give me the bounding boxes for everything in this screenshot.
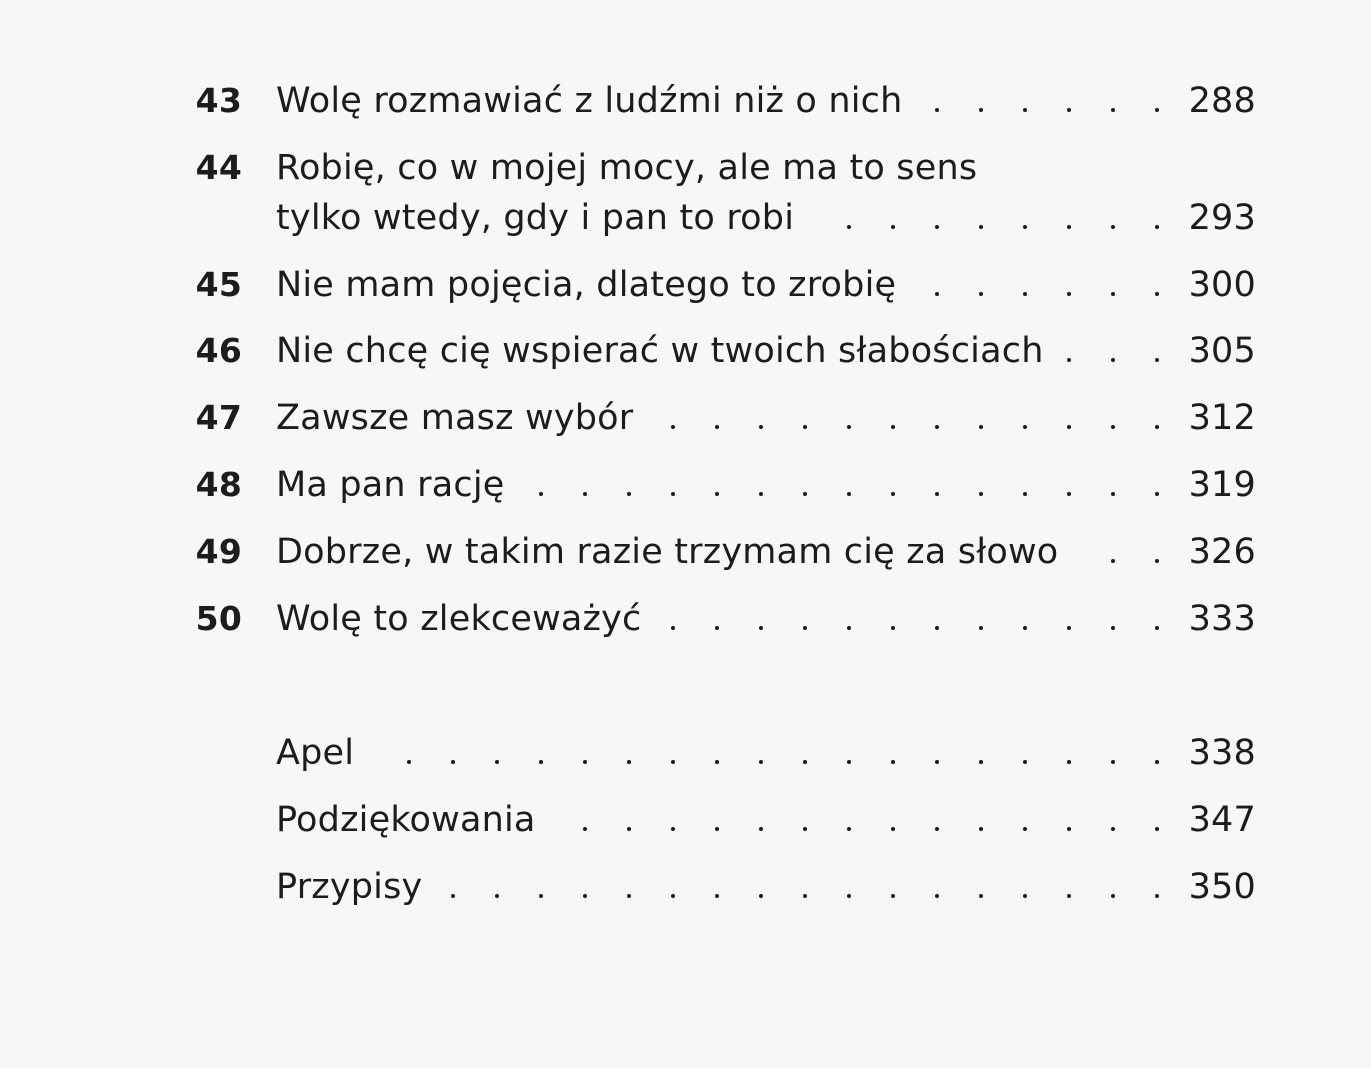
chapter-number: 44 bbox=[195, 148, 242, 187]
page-number: 288 bbox=[1188, 81, 1256, 121]
chapter-title-line-1: Robię, co w mojej mocy, ale ma to sens bbox=[276, 148, 978, 188]
toc-entry-43[interactable] bbox=[190, 76, 1260, 126]
dot-leader bbox=[276, 728, 1165, 778]
page-number: 319 bbox=[1188, 465, 1256, 505]
chapter-title: Zawsze masz wybór bbox=[276, 393, 653, 443]
chapter-title: Dobrze, w takim razie trzymam cię za słowo bbox=[276, 527, 1078, 577]
toc-entry-przypisy[interactable] bbox=[190, 862, 1260, 912]
chapter-title: Nie mam pojęcia, dlatego to zrobię bbox=[276, 260, 916, 310]
toc-entry-45[interactable] bbox=[190, 260, 1260, 310]
section-title: Apel bbox=[276, 728, 374, 778]
page-number: 305 bbox=[1188, 331, 1256, 371]
chapter-title: Wolę to zlekceważyć bbox=[276, 594, 662, 644]
section-title: Podziękowania bbox=[276, 795, 556, 845]
chapter-number: 49 bbox=[195, 532, 242, 571]
page-number: 300 bbox=[1188, 265, 1256, 305]
toc-entry-48[interactable] bbox=[190, 460, 1260, 510]
chapter-number: 46 bbox=[195, 331, 242, 370]
page-number: 350 bbox=[1188, 867, 1256, 907]
page-number: 312 bbox=[1188, 398, 1256, 438]
chapter-title: Nie chcę cię wspierać w twoich słabościach bbox=[276, 326, 1064, 376]
chapter-title-line-2: tylko wtedy, gdy i pan to robi bbox=[276, 193, 814, 243]
chapter-number: 45 bbox=[195, 265, 242, 304]
page-number: 333 bbox=[1188, 599, 1256, 639]
page-number: 347 bbox=[1188, 800, 1256, 840]
toc-entry-46[interactable] bbox=[190, 326, 1260, 376]
page-number: 326 bbox=[1188, 532, 1256, 572]
toc-entry-50[interactable] bbox=[190, 594, 1260, 644]
chapter-number: 48 bbox=[195, 465, 242, 504]
chapter-number: 50 bbox=[195, 599, 242, 638]
page-number: 293 bbox=[1188, 198, 1256, 238]
section-title: Przypisy bbox=[276, 862, 442, 912]
chapter-number: 43 bbox=[195, 81, 242, 120]
toc-entry-44[interactable] bbox=[190, 143, 1260, 243]
page-number: 338 bbox=[1188, 733, 1256, 773]
chapter-title: Wolę rozmawiać z ludźmi niż o nich bbox=[276, 76, 922, 126]
toc-entry-47[interactable] bbox=[190, 393, 1260, 443]
chapter-number: 47 bbox=[195, 398, 242, 437]
toc-entry-podziekowania[interactable] bbox=[190, 795, 1260, 845]
toc-entry-49[interactable] bbox=[190, 527, 1260, 577]
chapter-title: Ma pan rację bbox=[276, 460, 524, 510]
toc-entry-apel[interactable] bbox=[190, 728, 1260, 778]
